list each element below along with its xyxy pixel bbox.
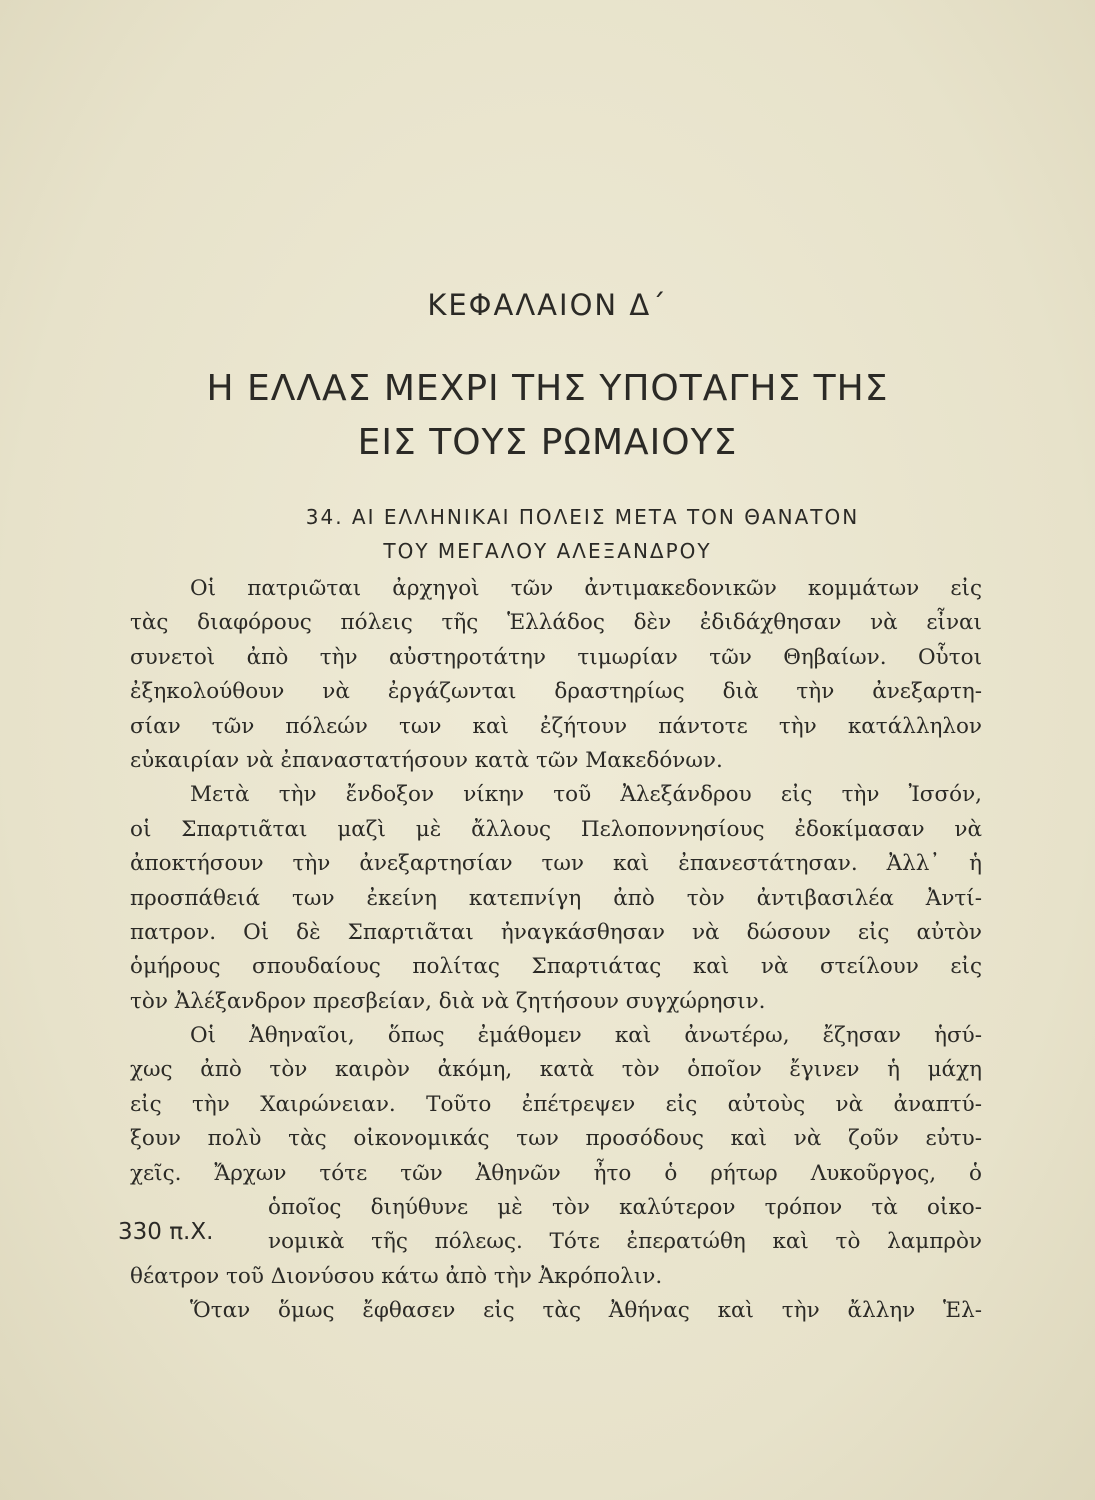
text-line: τὰς διαφόρους πόλεις τῆς Ἑλλάδος δὲν ἐδιδάχθησαν νὰ εἶναι [130,610,982,636]
text-line: οἱ Σπαρτιᾶται μαζὶ μὲ ἄλλους Πελοποννησίους ἐδοκίμασαν νὰ [130,816,982,842]
chapter-title [0,362,1095,470]
text-line: εἰς τὴν Χαιρώνειαν. Τοῦτο ἐπέτρεψεν εἰς αὐτοὺς νὰ ἀναπτύ- [130,1091,982,1117]
text-line: Ὅταν ὅμως ἔφθασεν εἰς τὰς Ἀθήνας καὶ τὴν ἄλλην Ἑλ- [190,1298,982,1324]
text-line: Οἱ Ἀθηναῖοι, ὅπως ἐμάθομεν καὶ ἀνωτέρω, ἔζησαν ἡσύ- [190,1023,982,1049]
text-line: ξουν πολὺ τὰς οἰκονομικάς των προσόδους καὶ νὰ ζοῦν εὐτυ- [130,1126,982,1152]
margin-date-note: 330 π.Χ. [118,1219,214,1245]
text-line: ὁποῖος διηύθυνε μὲ τὸν καλύτερον τρόπον τὰ οἰκο- [268,1195,982,1221]
text-line: συνετοὶ ἀπὸ τὴν αὐστηροτάτην τιμωρίαν τῶν Θηβαίων. Οὗτοι [130,644,982,670]
chapter-title-line: Η ΕΛΛΑΣ ΜΕΧΡΙ ΤΗΣ ΥΠΟΤΑΓΗΣ ΤΗΣ [206,368,889,409]
section-heading [0,500,1095,568]
text-line: σίαν τῶν πόλεών των καὶ ἐζήτουν πάντοτε τὴν κατάλληλον [130,713,982,739]
section-heading-line: ΤΟΥ ΜΕΓΑΛΟΥ ΑΛΕΞΑΝΔΡΟΥ [383,539,712,563]
chapter-label: ΚΕΦΑΛΑΙΟΝ Δ΄ [427,288,668,322]
text-line: Οἱ πατριῶται ἀρχηγοὶ τῶν ἀντιμακεδονικῶν κομμάτων εἰς [190,576,982,601]
text-line: χεῖς. Ἄρχων τότε τῶν Ἀθηνῶν ἦτο ὁ ρήτωρ Λυκοῦργος, ὁ [130,1160,982,1186]
section-heading-line: 34. ΑΙ ΕΛΛΗΝΙΚΑΙ ΠΟΛΕΙΣ ΜΕΤΑ ΤΟΝ ΘΑΝΑΤΟΝ [305,505,860,529]
text-line: ἐξηκολούθουν νὰ ἐργάζωνται δραστηρίως διὰ τὴν ἀνεξαρτη- [130,679,982,705]
text-line: θέατρον τοῦ Διονύσου κάτω ἀπὸ τὴν Ἀκρόπολιν. [130,1263,663,1289]
text-line: εὐκαιρίαν νὰ ἐπαναστατήσουν κατὰ τῶν Μακεδόνων. [130,747,723,773]
text-line: τὸν Ἀλέξανδρον πρεσβείαν, διὰ νὰ ζητήσουν συγχώρησιν. [130,988,766,1014]
text-line: Μετὰ τὴν ἔνδοξον νίκην τοῦ Ἀλεξάνδρου εἰς τὴν Ἰσσόν, [190,782,982,808]
text-line: νομικὰ τῆς πόλεως. Τότε ἐπερατώθη καὶ τὸ λαμπρὸν [268,1229,982,1255]
text-line: πατρον. Οἱ δὲ Σπαρτιᾶται ἠναγκάσθησαν νὰ δώσουν εἰς αὐτὸν [130,919,982,945]
chapter-title-line: ΕΙΣ ΤΟΥΣ ΡΩΜΑΙΟΥΣ [357,422,738,463]
text-line: προσπάθειά των ἐκείνη κατεπνίγη ἀπὸ τὸν ἀντιβασιλέα Ἀντί- [130,885,982,911]
body-text [130,572,982,1329]
text-line: ἀποκτήσουν τὴν ἀνεξαρτησίαν των καὶ ἐπανεστάτησαν. Ἀλλ᾽ ἡ [130,851,982,877]
text-line: ὁμήρους σπουδαίους πολίτας Σπαρτιάτας καὶ νὰ στείλουν εἰς [130,954,982,980]
text-line: χως ἀπὸ τὸν καιρὸν ἀκόμη, κατὰ τὸν ὁποῖον ἔγινεν ἡ μάχη [130,1057,982,1083]
